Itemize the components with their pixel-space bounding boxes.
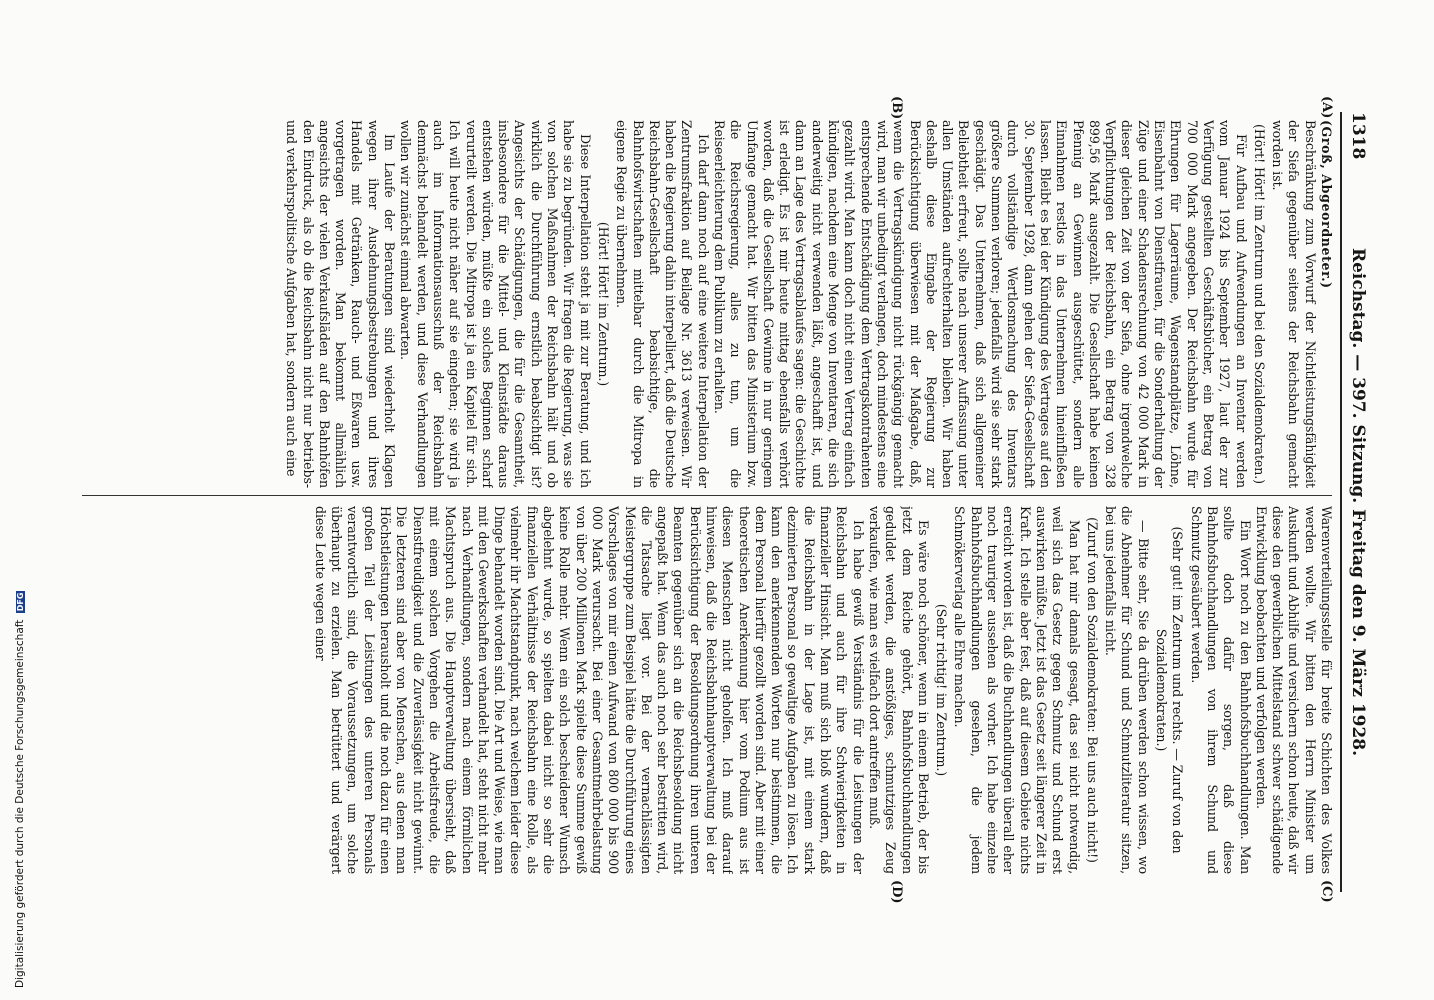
interjection: (Hört! Hört! im Zentrum.) [595,221,611,387]
interjection: (Sehr gut! im Zentrum und rechts. — Zuruf von den Sozialdemokraten.) [1154,526,1186,854]
header-rule [1340,112,1342,892]
left-column [74,120,1334,488]
running-title: Reichstag. — 397. Sitzung. Freitag den 9. März 1928. [1348,247,1368,757]
dfg-logo: DFG [15,592,25,612]
paragraph: Ich darf dann noch auf eine weitere Interpellation der Zentrumsfraktion auf Beilage Nr. 3613 verweisen. Wir haben die Regierung dahin interpelliert, daß die Deutsche Reichsbahn-Gesellschaft beabsichtige, die Bahnhofswirtschaften mittelbar durch die Mitropa in eigene Regie zu übernehmen. [614,120,711,488]
column-divider [82,495,1332,496]
interjection: (Sehr richtig! im Zentrum.) [934,603,950,777]
margin-mark-d: (D) [889,880,904,904]
margin-mark-b: (B) [889,96,904,120]
credit-text: Digitalisierung gefördert durch die Deutsche Forschungsgemeinschaft [14,619,26,988]
interjection: (Zuruf von den Sozialdemokraten: Bei uns auch nicht!) [1084,517,1100,863]
margin-mark-a: (A) [1319,96,1334,119]
paragraph: Beschränkung zum Vorwurf der Nichtleistungsfähigkeit der Siefa gegenüber seitens der Reichsbahn gemacht worden ist. [1270,120,1318,488]
paragraph: Ein Wort noch zu den Bahnhofsbuchhandlungen. Man sollte doch dafür sorgen, daß diese Bahnhofsbuchhandlungen von ihrem Schund und Schmutz gesäubert werden. [1188,506,1253,874]
paragraph: Warenverteilungsstelle für breite Schichten des Volkes werden wollte. Wir bitten den Herrn Minister um Auskunft und Abhilfe und versichern schon heute, daß wir diese den gewerblichen Mittelstand schwer schädigende Entwicklung beobachten und verfolgen werden. [1253,506,1334,874]
speaker-line: (Groß, Abgeordneter.) [1319,120,1334,289]
paragraph: Es wäre noch schöner, wenn in einem Betrieb, der bis jetzt dem Reiche gehört, Bahnhofsbuchhandlungen geduldet werden, die anstößiges, schmutziges Zeug verkaufen, wie man es vielfach dort antreffen muß. [866,506,931,874]
paragraph: Diese Interpellation steht ja mit zur Beratung, und ich habe sie zu begründen. Wir fragen die Regierung, was sie von solchen Maßnahmen der Reichsbahn hält und ob wirklich die Durchführung ernstlich beabsichtigt ist? Angesichts der Schädigungen, die für die Gesamtheit, insbesondere für die Mittel- und Kleinstädte daraus entstehen würden, müßte ein solches Beginnen scharf verurteilt werden. Die Mitropa ist ja ein Kapitel für sich. Ich will heute nicht näher auf sie eingehen; sie wird ja auch im Informationsausschuß der Reichsbahn demnächst behandelt werden, und diese Verhandlungen wollen wir zunächst einmal abwarten. [398,120,593,488]
margin-mark-c: (C) [1319,880,1334,903]
paragraph: — Bitte sehr, Sie da drüben werden schon wissen, wo die Abnehmer für Schund und Schmutzliteratur sitzen, bei uns jedenfalls nicht. [1103,506,1151,874]
digitization-credit-strip [0,0,26,1000]
paragraph: Im Laufe der Beratungen sind wiederholt Klagen wegen ihrer Ausdehnungsbestrebungen und ihres Handels mit Getränken, Rauch- und Eßwaren usw. vorgetragen worden. Man bekommt allmählich angesichts der vielen Verkaufsläden auf den Bahnhöfen den Eindruck, als ob die Reichsbahn nicht nur betriebs- und verkehrspolitische Aufgaben hat, sondern auch eine [284,120,398,488]
right-column [74,506,1334,874]
digitization-credit [14,591,26,988]
paragraph: Man hat mir damals gesagt, das sei nicht notwendig, weil sich das Gesetz gegen Schmutz und Schund erst auswirken müßte. Jetzt ist das Gesetz seit längerer Zeit in Kraft. Ich stelle aber fest, daß auf diesem Gebiete nichts erreicht worden ist, daß die Buchhandlungen überall eher noch trauriger aussehen als vorher. Ich habe einzelne Bahnhofsbuchhandlungen gesehen, die jedem Schmökerverlag alle Ehre machen. [952,506,1082,874]
page-number: 1318 [1348,112,1368,160]
interjection: (Hört! Hört! im Zentrum und bei den Sozialdemokraten.) [1251,124,1267,484]
paragraph: Ich habe gewiß Verständnis für die Leistungen der Reichsbahn und auch für ihre Schwierigkeiten in finanzieller Hinsicht. Man muß sich bloß wundern, daß die Reichsbahn in der Lage ist, mit einem stark dezimierten Personal so gewaltige Aufgaben zu lösen. Ich kann den anerkennenden Worten nur beistimmen, die dem Personal hierfür gezollt worden sind. Aber mit einer theoretischen Anerkennung hier vom Podium aus ist diesen Menschen nicht geholfen. Ich muß darauf hinweisen, daß die Reichsbahnhauptverwaltung bei der Berücksichtigung der Besoldungsordnung ihren unteren Beamten gegenüber sich an die Reichsbesoldung nicht angepaßt hat. Wenn das auch noch sehr bestritten wird, die Tatsache liegt vor. Bei der vernachlässigten Meistergruppe zum Beispiel hätte die Durchführung eines Vorschlages von mir einen Aufwand von 800 000 bis 900 000 Mark verursacht. Bei einer Gesamtmehrbelastung von über 200 Millionen Mark spielte diese Summe gewiß keine Rolle mehr. Wenn ein solch bescheidener Wunsch abgelehnt wurde, so spielten dabei nicht so sehr die finanziellen Verhältnisse der Reichsbahn eine Rolle, als vielmehr ihr Machtstandpunkt, nach welchem leider diese Dinge behandelt worden sind. Die Art und Weise, wie man mit den Gewerkschaften verhandelt hat, steht nicht mehr nach Verhandlungen, sondern nach einem förmlichen Machtspruch aus. Die Hauptverwaltung übersieht, daß mit einem solchen Vorgehen die Arbeitsfreude, die Dienstfreudigkeit und die Zuverlässigkeit nicht gewinnt. Die letzteren sind aber von Menschen, aus denen man Höchstleistungen herausholt und die noch dazu für einen großen Teil der Leistungen des unteren Personals verantwortlich sind, die Voraussetzungen, um solche überhaupt zu erzielen. Man betrüttert und verärgert diese Leute wegen einer [312,506,866,874]
page-header [1344,112,1372,892]
paragraph: Für Aufbau und Aufwendungen an Inventar werden vom Januar 1924 bis September 1927, laut der zur Verfügung gestellten Geschäftsbücher, ein Betrag von 700 000 Mark angegeben. Der Reichsbahn wurde für Ehrungen für Lagerräume, Wagenstandplätze, Löhne, Eisenbahnt von Dienstfrauen, für die Sonderhaltung der Züge und einer Schadensrechnung von 42 000 Mark in dieser gleichen Zeit von der Siefa, ohne irgendwelche Verpflichtungen der Reichsbahn, ein Betrag von 328 899,56 Mark ausgezahlt. Die Gesellschaft habe keinen Pfennig an Gewinnen ausgeschüttet, sondern alle Einnahmen restlos in das Unternehmen hineinfließen lassen. Bleibt es bei der Kündigung des Vertrages auf den 30. September 1928, dann gehen der Siefa-Gesellschaft durch vollständige Wertlosmachung des Inventars größere Summen verloren; jedenfalls wird sie sehr stark geschädigt. Das Unternehmen, daß sich allgemeiner Beliebtheit erfreut, sollte nach unserer Auffassung unter allen Umständen aufrechterhalten bleiben. Wir haben deshalb diese Eingabe der Regierung zur Berücksichtigung überwiesen mit der Maßgabe, daß, wenn die Vertragskündigung nicht rückgängig gemacht wird, man wir unbedingt verlangen, doch mindestens eine entsprechende Entschädigung dem Vertragskontrahenten gezahlt wird. Man kann doch nicht einen Vertrag einfach kündigen, nachdem eine Menge von Inventaren, die sich anderweitig nicht verwenden läßt, angeschafft ist, und dann an Lage des Vertragsablaufes sagen: die Geschichte ist erledigt. Es ist mir heute mittag ebensfalls verhört worden, daß die Gesellschaft Gewinne in nur geringem Umfange gemacht hat. Wir bitten das Ministerium bzw. die Reichsregierung, alles zu tun, um die Reiseerleichterung dem Publikum zu erhalten. [712,120,1249,488]
